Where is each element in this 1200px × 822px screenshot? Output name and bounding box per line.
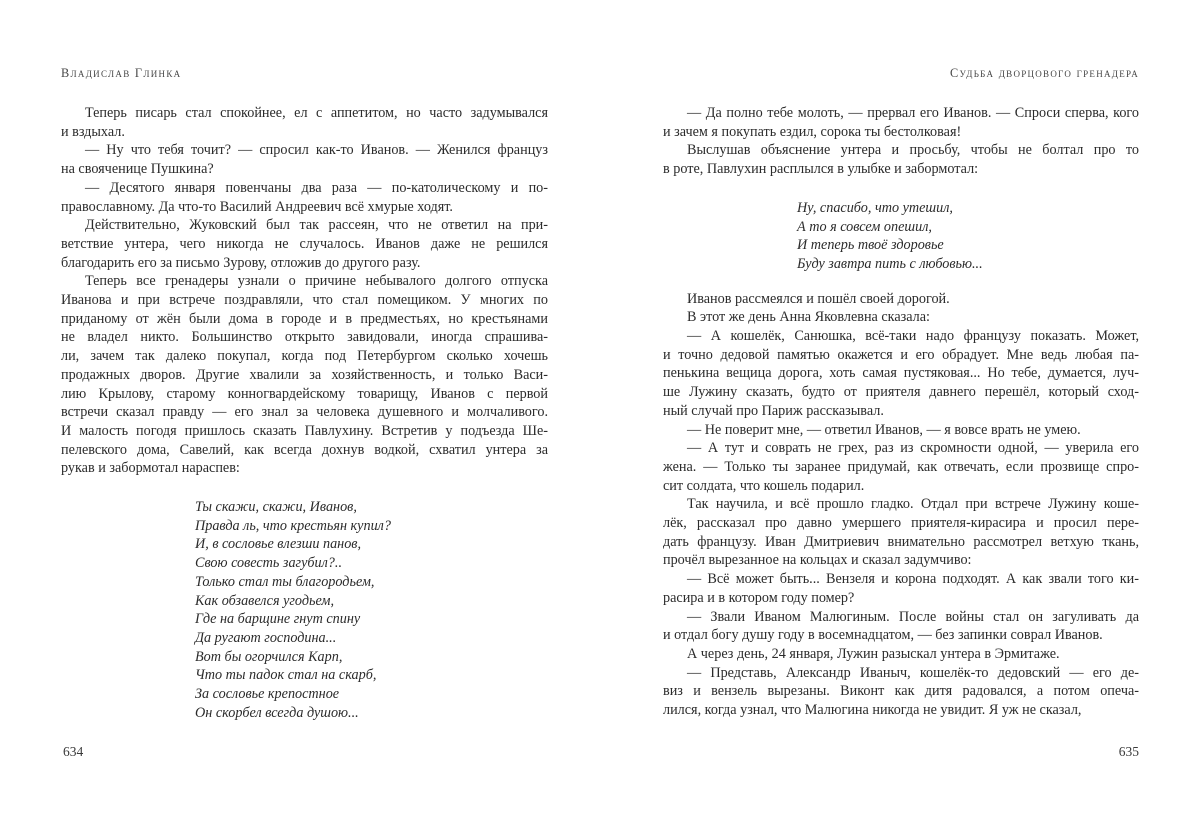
- text-line: ный случай про Париж рассказывал.: [663, 402, 884, 419]
- text-line: пелевского дома, Савелий, как всегда дохнув водкой, схватил унтера за: [61, 441, 548, 458]
- text-line: — Ну что тебя точит? — спросил как-то Иванов. — Женился француз: [85, 142, 548, 159]
- verse-line: Только стал ты благородьем,: [195, 573, 375, 590]
- text-line: — Звали Иваном Малюгиным. После войны стал он загуливать да: [687, 608, 1139, 625]
- paragraph: [61, 216, 548, 272]
- verse-line: Ты скажи, скажи, Иванов,: [195, 499, 357, 516]
- paragraph: [663, 421, 1139, 440]
- text-line: — А кошелёк, Санюшка, всё-таки надо французу показать. Может,: [687, 328, 1139, 345]
- text-line: — Представь, Александр Иваныч, кошелёк-то дедовский — его де-: [687, 664, 1139, 681]
- paragraph: [61, 272, 548, 478]
- verse-line: Что ты падок стал на скарб,: [195, 667, 377, 684]
- text-line: И малость погодя пришлось сказать Павлухину. Встретив у подъезда Ше-: [61, 422, 548, 439]
- running-head-title: Судьба дворцового гренадера: [950, 66, 1139, 80]
- paragraph: [663, 290, 1139, 309]
- paragraph: [663, 570, 1139, 607]
- text-line: — Десятого января повенчаны два раза — по-католическому и по-: [85, 179, 548, 196]
- text-line: Иванова и при встрече поздравляли, что стал помещиком. У многих по: [61, 292, 548, 309]
- verse-line: Вот бы огорчился Карп,: [195, 648, 343, 665]
- text-line: — А тут и соврать не грех, раз из скромности одной, — уверила его: [687, 440, 1139, 457]
- text-line: лию Крылову, старому конногвардейскому товарищу, Иванов с первой: [61, 385, 548, 402]
- verse-line: А то я совсем опешил,: [797, 218, 932, 235]
- text-line: и зачем я покупать ездил, сорока ты бестолковая!: [663, 123, 962, 140]
- text-line: православному. Да что-то Василий Андреевич всё хмурые ходят.: [61, 198, 453, 215]
- text-line: лился, когда узнал, что Малюгина никогда не увидит. Я уж не сказал,: [663, 702, 1082, 719]
- running-head-author: Владислав Глинка: [61, 66, 182, 80]
- text-line: пенькина вещица дорога, хоть самая пустяковая... Но тебе, думается, луч-: [663, 365, 1139, 382]
- paragraph: [663, 664, 1139, 720]
- text-line: — Всё может быть... Вензеля и корона подходят. А как звали того ки-: [687, 571, 1139, 588]
- verse-line: Ну, спасибо, что утешил,: [797, 199, 953, 216]
- paragraph: [61, 141, 548, 178]
- text-line: ветствие унтера, чего никогда не случалось. Иванов даже не решился: [61, 235, 548, 252]
- verse-line: Да ругают господина...: [195, 629, 337, 646]
- paragraph: [663, 608, 1139, 645]
- text-line: А через день, 24 января, Лужин разыскал унтера в Эрмитаже.: [687, 645, 1060, 662]
- verse-line: И теперь твоё здоровье: [797, 237, 944, 254]
- paragraph: [61, 179, 548, 216]
- verse-line: Он скорбел всегда душою...: [195, 704, 359, 721]
- right-page-body: [663, 104, 1139, 720]
- text-line: Выслушав объяснение унтера и просьбу, чтобы не болтал про то: [687, 142, 1139, 159]
- text-line: и точно дедовой памятью окажется и его обрадует. Мне ведь любая па-: [663, 346, 1139, 363]
- page-number-right: 635: [1118, 744, 1139, 759]
- text-line: — Да полно тебе молоть, — прервал его Иванов. — Спроси сперва, кого: [687, 105, 1139, 121]
- text-line: приданому от жён были дома в городе и в предместьях, но крестьянами: [61, 310, 548, 327]
- text-line: Теперь все гренадеры узнали о причине небывалого долгого отпуска: [85, 273, 548, 290]
- verse-block: [797, 199, 1139, 274]
- paragraph: [663, 439, 1139, 495]
- text-line: в роте, Павлухин расплылся в улыбке и забормотал:: [663, 161, 979, 178]
- text-line: жена. — Только ты заранее придумай, как отвечать, если прозвище спро-: [663, 458, 1139, 475]
- verse-line: И, в сословье влезши панов,: [195, 536, 362, 553]
- left-page: [61, 0, 548, 822]
- text-line: и вздыхал.: [61, 123, 125, 140]
- text-line: прочёл вырезанное на кольцах и сказал задумчиво:: [663, 552, 972, 569]
- verse-block: [195, 498, 548, 722]
- left-page-body: [61, 104, 548, 739]
- verse-line: За сословье крепостное: [195, 686, 340, 703]
- text-line: Действительно, Жуковский был так рассеян, что не ответил на при-: [85, 217, 548, 234]
- text-line: В этот же день Анна Яковлевна сказала:: [687, 309, 930, 326]
- paragraph: [663, 308, 1139, 327]
- text-line: на свояченице Пушкина?: [61, 161, 214, 178]
- text-line: рукав и забормотал нараспев:: [61, 460, 240, 477]
- paragraph: [663, 141, 1139, 178]
- verse-line: Буду завтра пить с любовью...: [797, 255, 983, 272]
- paragraph: [663, 327, 1139, 421]
- paragraph: [61, 104, 548, 141]
- page-number-left: 634: [63, 744, 84, 759]
- verse-line: Как обзавелся угодьем,: [195, 592, 334, 609]
- text-line: расира и в котором году помер?: [663, 589, 855, 606]
- verse-line: Свою совесть загубил?..: [195, 555, 342, 572]
- text-line: — Не поверит мне, — ответил Иванов, — я вовсе врать не умею.: [687, 421, 1081, 438]
- paragraph: [663, 645, 1139, 664]
- text-line: ли, зачем так далеко покупал, когда под Петербургом сколько хочешь: [61, 348, 548, 365]
- right-page: [663, 0, 1139, 822]
- text-line: виз и вензель вырезаны. Виконт как дитя радовался, а потом опеча-: [663, 683, 1139, 700]
- paragraph: [663, 495, 1139, 570]
- verse-line: Где на барщине гнут спину: [195, 611, 361, 628]
- text-line: сит солдата, что кошель подарил.: [663, 477, 865, 494]
- text-line: благодарить его за письмо Зурову, отложив до другого разу.: [61, 254, 421, 271]
- text-line: Так научила, и всё прошло гладко. Отдал при встрече Лужину коше-: [687, 496, 1139, 513]
- text-line: Теперь писарь стал спокойнее, ел с аппетитом, но часто задумывался: [85, 105, 548, 121]
- text-line: и отдал богу душу году в восемнадцатом, — без запинки соврал Иванов.: [663, 627, 1103, 644]
- paragraph: [663, 104, 1139, 141]
- text-line: не владел никто. Большинство открыто завидовали, иногда спрашива-: [61, 329, 548, 346]
- text-line: Иванов рассмеялся и пошёл своей дорогой.: [687, 290, 950, 307]
- text-line: ше Лужину сказать, будто от приятеля давнего перешёл, который сход-: [663, 384, 1139, 401]
- text-line: встречи сказал правду — его знал за человека душевного и молчаливого.: [61, 404, 548, 421]
- text-line: продажных дворов. Другие хвалили за хозяйственность, и только Васи-: [61, 366, 548, 383]
- verse-line: Правда ль, что крестьян купил?: [195, 517, 391, 534]
- text-line: лёк, рассказал про давно умершего приятеля-кирасира и просил пере-: [663, 515, 1139, 532]
- text-line: дать французу. Иван Дмитриевич внимательно рассмотрел ветхую ткань,: [663, 533, 1139, 550]
